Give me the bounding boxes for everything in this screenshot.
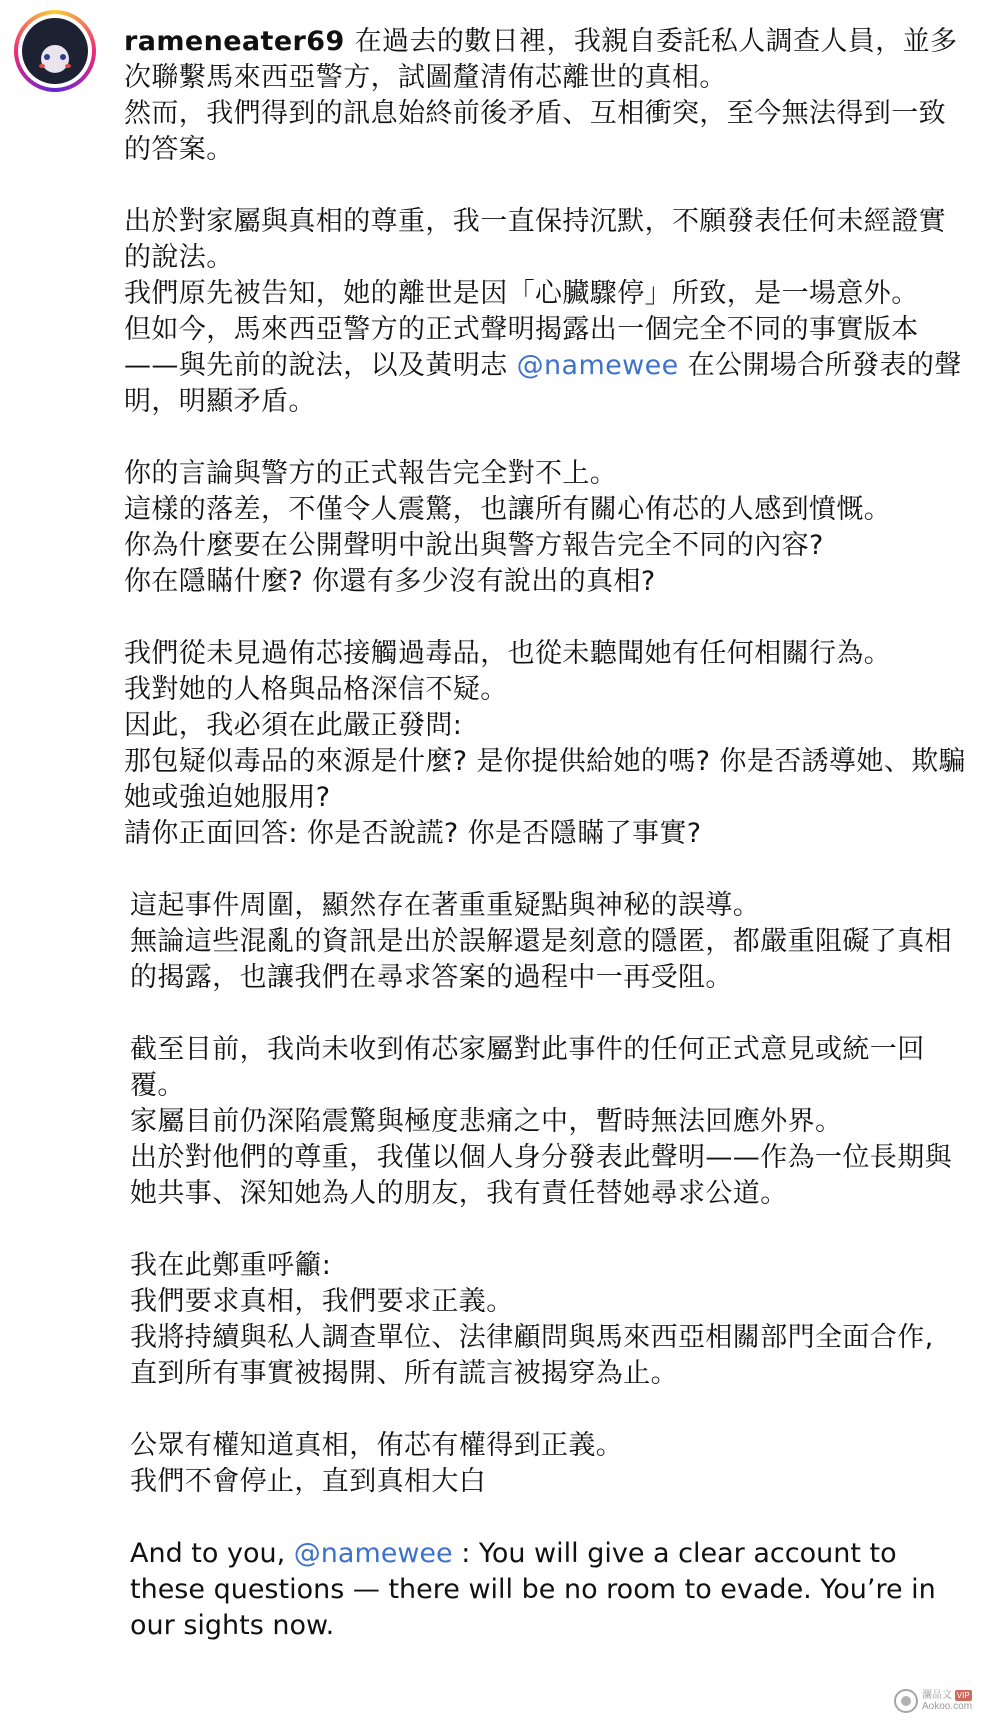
caption-line: 你為什麼要在公開聲明中說出與警方報告完全不同的內容? [124,530,824,561]
caption-line [124,24,969,96]
caption-english-paragraph [124,1536,969,1644]
caption-paragraph [124,204,969,420]
caption-paragraph [124,1248,969,1392]
caption-line: 直到所有事實被揭開、所有謊言被揭穿為止。 [130,1358,678,1389]
avatar-cheek-left [39,64,45,68]
caption-line [124,312,969,420]
caption-line: 我們要求真相，我們要求正義。 [130,1286,514,1317]
avatar-border [18,14,92,88]
caption-line: 那包疑似毒品的來源是什麼? 是你提供給她的嗎? 你是否誘導她、欺騙她或強迫她服用? [124,746,967,813]
watermark-name: 瀾品文 [922,1690,952,1701]
watermark-domain: Aokoo.com [922,1701,973,1712]
caption-paragraph [124,24,969,168]
avatar-eye-left [44,54,50,60]
caption-text: 在公開場合所發表的聲明，明顯矛盾。 [124,350,962,417]
caption-paragraph [124,888,969,996]
watermark-badge: VIP [956,1691,970,1700]
caption-line: 然而，我們得到的訊息始終前後矛盾、互相衝突，至今無法得到一致的答案。 [124,98,946,165]
caption-line: 家屬目前仍深陷震驚與極度悲痛之中，暫時無法回應外界。 [130,1106,843,1137]
caption-line: 這起事件周圍，顯然存在著重重疑點與神秘的誤導。 [130,890,761,921]
caption-line: 我們原先被告知，她的離世是因「心臟驟停」所致，是一場意外。 [124,278,919,309]
caption-text: 在過去的數日裡，我親自委託私人調查人員，並多次聯繫馬來西亞警方，試圖釐清侑芯離世的真相。 [124,26,958,93]
caption-line: 你的言論與警方的正式報告完全對不上。 [124,458,618,489]
caption-line: 因此，我必須在此嚴正發問: [124,710,463,741]
caption-line: 你在隱瞞什麼? 你還有多少沒有說出的真相? [124,566,656,597]
caption-paragraph [124,636,969,852]
caption-line: 公眾有權知道真相，侑芯有權得到正義。 [130,1430,624,1461]
avatar-eye-right [60,54,66,60]
caption-line: 我們不會停止，直到真相大白 [130,1466,487,1497]
caption-line: 無論這些混亂的資訊是出於誤解還是刻意的隱匿，都嚴重阻礙了真相的揭露，也讓我們在尋求答案的過程中一再受阻。 [130,926,952,993]
caption-line: 出於對他們的尊重，我僅以個人身分發表此聲明——作為一位長期與她共事、深知她為人的朋友，我有責任替她尋求公道。 [130,1142,952,1209]
caption-text: : You will give a clear account to these questions — there will be no room to evade. You’re in our sights now. [130,1538,936,1641]
caption-line: 我將持續與私人調查單位、法律顧問與馬來西亞相關部門全面合作, [130,1322,934,1353]
caption-line: 我在此鄭重呼籲: [130,1250,332,1281]
mention-link[interactable]: @namewee [293,1538,453,1569]
caption-paragraph [124,456,969,600]
caption-line: 我對她的人格與品格深信不疑。 [124,674,508,705]
story-avatar-ring[interactable] [14,10,96,92]
caption-paragraph [124,1032,969,1212]
post-caption [124,24,969,1644]
site-watermark [894,1686,990,1716]
caption-line: 我們從未見過侑芯接觸過毒品，也從未聽聞她有任何相關行為。 [124,638,892,669]
avatar[interactable] [22,18,88,84]
caption-line: 截至目前，我尚未收到侑芯家屬對此事件的任何正式意見或統一回覆。 [130,1034,925,1101]
mention-link[interactable]: @namewee [516,350,679,381]
watermark-logo-icon [894,1689,918,1713]
caption-line: 出於對家屬與真相的尊重，我一直保持沉默，不願發表任何未經證實的說法。 [124,206,946,273]
caption-line: 這樣的落差，不僅令人震驚，也讓所有關心侑芯的人感到憤慨。 [124,494,892,525]
username-link[interactable]: rameneater69 [124,26,345,57]
caption-paragraph [124,1428,969,1500]
avatar-cheek-right [65,64,71,68]
caption-text: 但如今，馬來西亞警方的正式聲明揭露出一個完全不同的事實版本——與先前的說法，以及黃明志 [124,314,919,381]
caption-text: And to you, [130,1538,294,1569]
caption-line: 請你正面回答: 你是否說謊? 你是否隱瞞了事實? [124,818,702,849]
watermark-text [922,1690,972,1712]
